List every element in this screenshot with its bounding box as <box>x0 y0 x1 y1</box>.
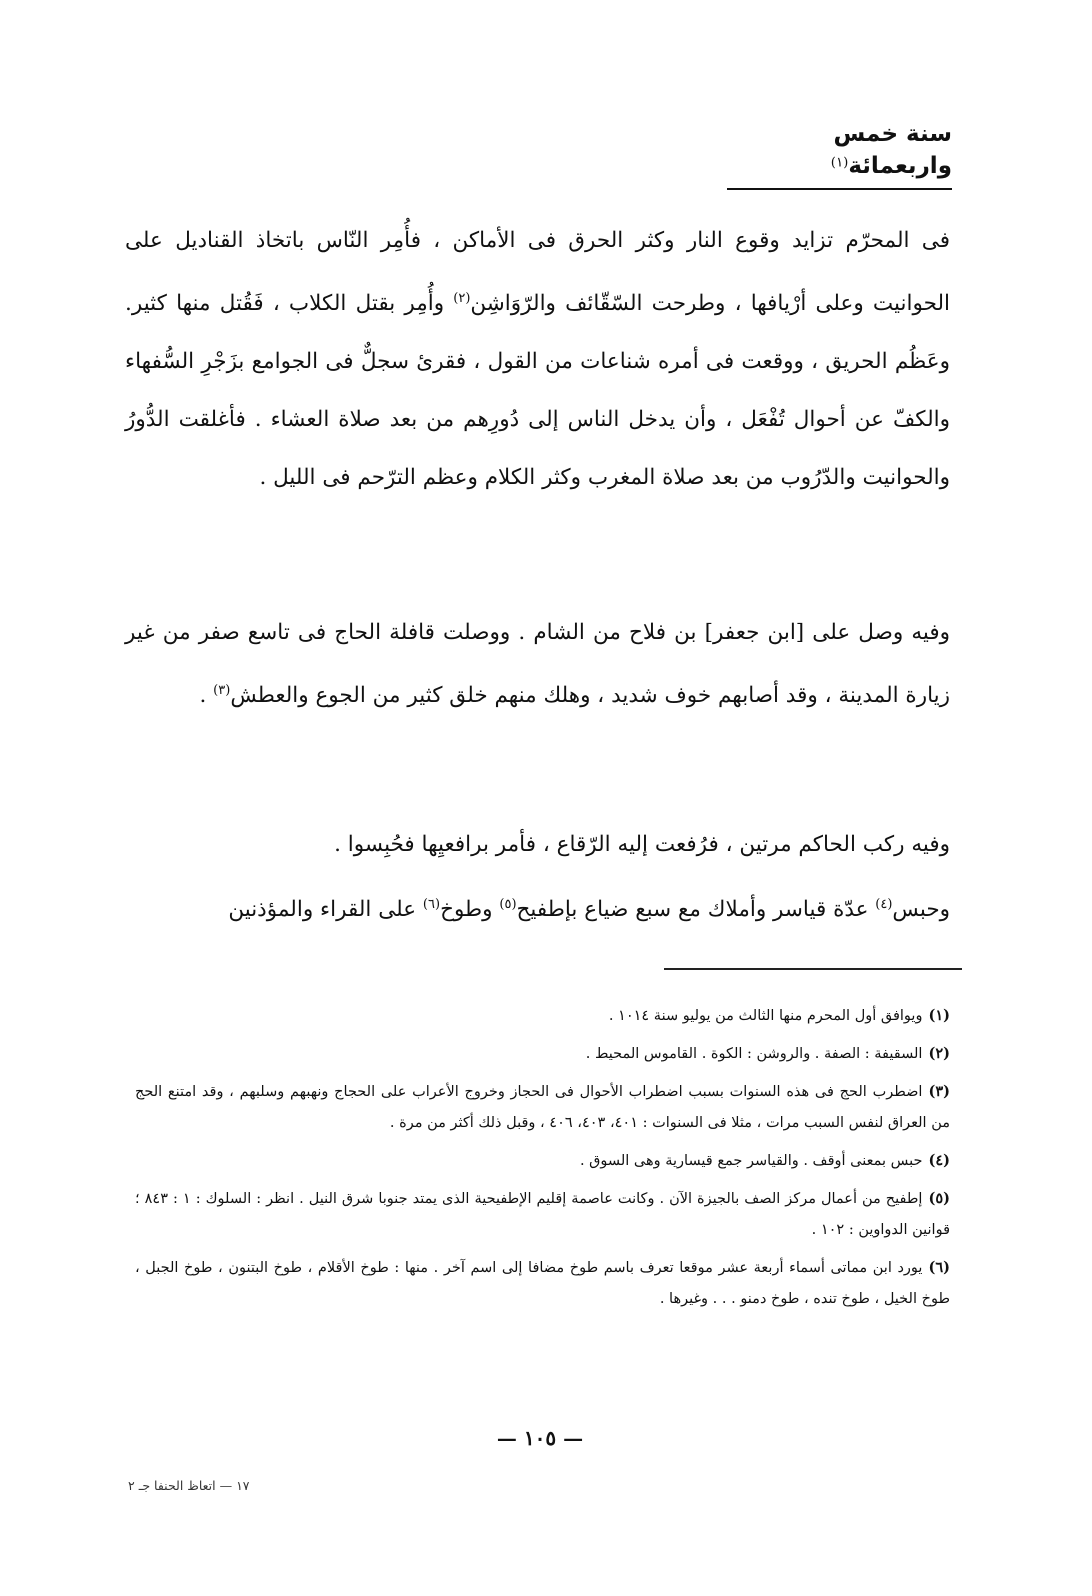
paragraph-1 <box>125 212 950 507</box>
paragraph-1-text-a: فى المحرّم تزايد وقوع النار وكثر الحرق فى الأماكن ، فأُمِر النّاس باتخاذ القناديل على الحوانيت وعلى أرْيافها ، وطرحت السّقّائف والرّوَاشِن <box>125 228 950 317</box>
printer-signature: ١٧ — اتعاظ الحنفا جـ ٢ <box>128 1478 250 1493</box>
paragraph-3-text: وفيه ركب الحاكم مرتين ، فرُفعت إليه الرّقاع ، فأمر برافعيِها فحُبِسوا . <box>334 832 950 857</box>
footnote-4 <box>135 1145 950 1177</box>
paragraph-2-text-a: وفيه وصل على [ابن جعفر] بن فلاح من الشام . ووصلت قافلة الحاج فى تاسع صفر من غير زيارة المدينة ، وقد أصابهم خوف شديد ، وهلك منهم خلق كثير من الجوع والعطش <box>125 620 950 709</box>
footnote-number: (٤) <box>928 1152 950 1169</box>
footnote-text: حبس بمعنى أوقف . والقياسر جمع قيسارية وهى السوق . <box>579 1153 923 1169</box>
footnote-6 <box>135 1252 950 1315</box>
paragraph-3 <box>125 816 950 874</box>
paragraph-4-text-b: عدّة قياسر وأملاك مع سبع ضياع بإطفيح <box>516 897 876 923</box>
paragraph-4-text-c: وطوخ <box>440 897 500 923</box>
heading-footnote-ref: (١) <box>830 155 849 171</box>
footnote-3 <box>135 1076 950 1139</box>
paragraph-4-text-d: على القراء والمؤذنين <box>228 897 423 923</box>
footnote-ref-6: (٦) <box>422 897 441 912</box>
footnote-number: (٣) <box>928 1083 950 1100</box>
paragraph-4 <box>125 876 950 939</box>
page-number: — ١٠٥ — <box>496 1426 584 1450</box>
footnote-ref-4: (٤) <box>875 897 893 912</box>
paragraph-1-text-b: وأُمِر بقتل الكلاب ، فَقُتل منها كثير. وعَظُم الحريق ، ووقعت فى أمره شناعات من القول ، فقرئ سجلٌّ فى الجوامع بزَجْرِ السُّفهاء والكفّ عن أحوال تُفْعَل ، وأن يدخل الناس إلى دُورِهم من بعد صلاة العشاء . فأغلقت الدُّورُ والحوانيت والدّرُوب من بعد صلاة المغرب وكثر الكلام وعظم الترّحم فى الليل . <box>125 291 950 491</box>
footnote-ref-5: (٥) <box>499 897 517 912</box>
footnotes <box>135 1000 950 1321</box>
footnote-number: (١) <box>928 1007 950 1024</box>
footnote-number: (٦) <box>928 1259 950 1276</box>
footnote-text: يورد ابن مماتى أسماء أربعة عشر موقعا تعرف باسم طوخ مضافا إلى اسم آخر . منها : طوخ الأقلام ، طوخ البتنون ، طوخ الجبل ، طوخ الخيل ، طوخ تنده ، طوخ دمنو . . . وغيرها . <box>135 1260 950 1307</box>
footnote-ref-3: (٣) <box>213 683 231 698</box>
footnote-2 <box>135 1038 950 1070</box>
footnote-ref-2: (٢) <box>453 291 471 306</box>
footnote-1 <box>135 1000 950 1032</box>
footnote-divider <box>664 968 962 970</box>
chapter-heading <box>727 118 952 190</box>
footnote-5 <box>135 1183 950 1246</box>
paragraph-2 <box>125 604 950 725</box>
paragraph-4-text-a: وحبس <box>892 897 950 923</box>
footnote-text: السقيفة : الصفة . والروشن : الكوة . القاموس المحيط . <box>585 1046 923 1062</box>
heading-title: سنة خمس واربعمائة <box>833 121 952 179</box>
footnote-number: (٥) <box>928 1190 950 1207</box>
footnote-text: اضطرب الحج فى هذه السنوات بسبب اضطراب الأحوال فى الحجاز وخروج الأعراب على الحجاج ونهبهم وسلبهم ، وقد امتنع الحج من العراق لنفس السبب مرات ، مثلا فى السنوات : ٤٠١، ٤٠٣، ٤٠٦ ، وقبل ذلك أكثر من مرة . <box>135 1084 950 1131</box>
footnote-text: إطفيح من أعمال مركز الصف بالجيزة الآن . وكانت عاصمة إقليم الإطفيحية الذى يمتد جنوبا شرق النيل . انظر : السلوك : ١ : ٨٤٣ ؛ قوانين الدواوين : ١٠٢ . <box>135 1191 950 1238</box>
footnote-text: ويوافق أول المحرم منها الثالث من يوليو سنة ١٠١٤ . <box>608 1008 923 1024</box>
footnote-number: (٢) <box>928 1045 950 1062</box>
paragraph-2-text-b: . <box>199 683 214 709</box>
